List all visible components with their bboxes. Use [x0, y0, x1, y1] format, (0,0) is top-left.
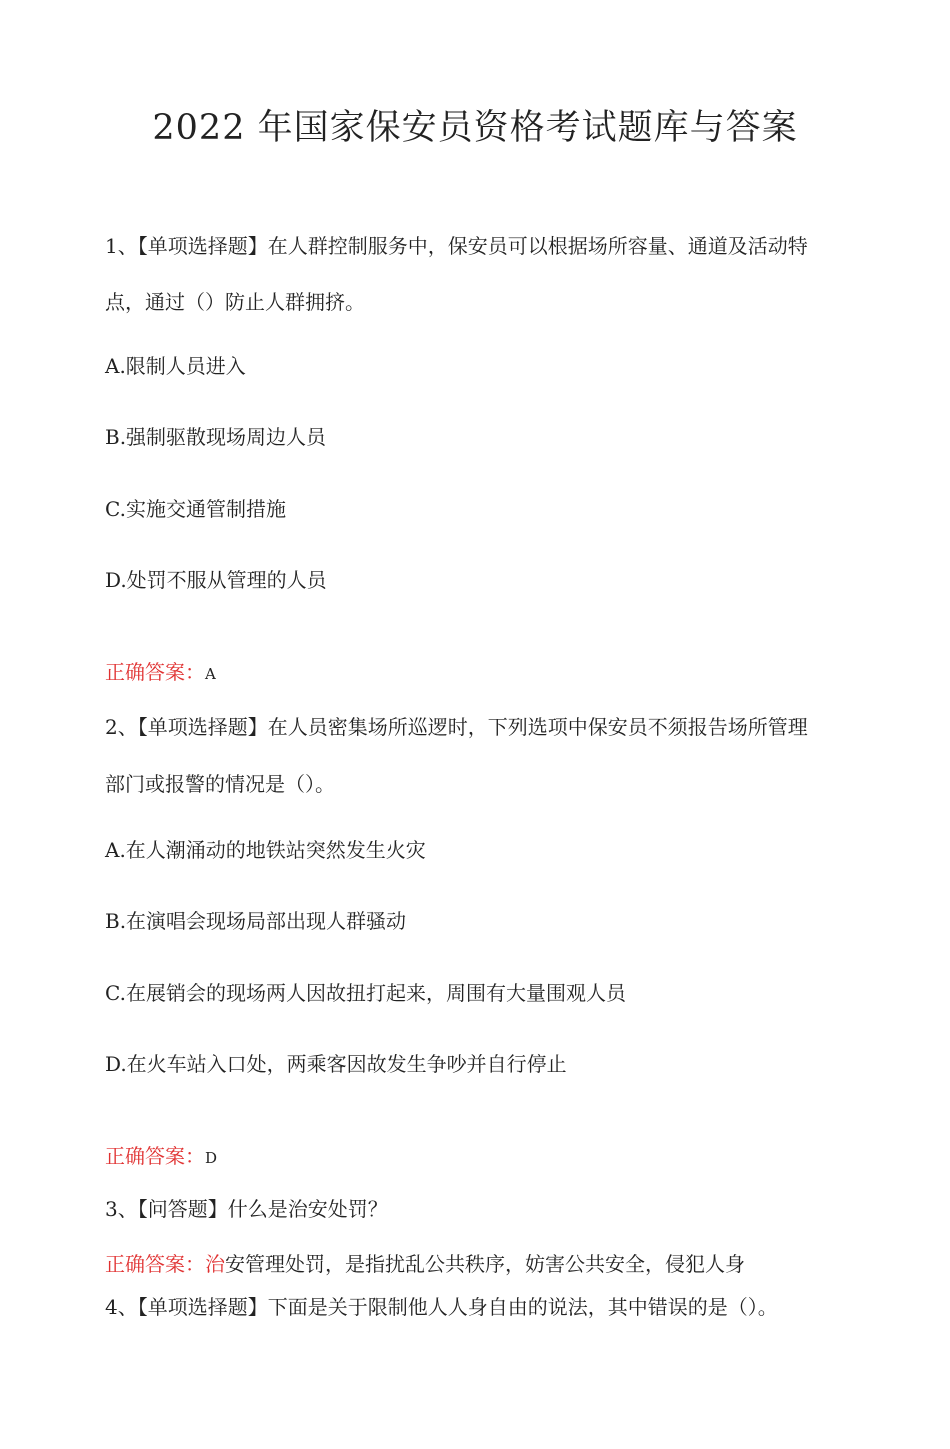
question-1-text-line-1: 1、【单项选择题】在人群控制服务中，保安员可以根据场所容量、通道及活动特 [105, 234, 808, 258]
question-1-text-line-2: 点，通过（）防止人群拥挤。 [105, 290, 365, 314]
question-2-option-a: A.在人潮涌动的地铁站突然发生火灾 [105, 838, 426, 862]
question-3-text: 3、【问答题】什么是治安处罚？ [105, 1197, 388, 1221]
question-4-text: 4、【单项选择题】下面是关于限制他人人身自由的说法，其中错误的是（）。 [105, 1295, 778, 1319]
answer-label: 正确答案： [105, 1252, 205, 1276]
answer-label: 正确答案： [105, 1144, 205, 1168]
question-2-option-d: D.在火车站入口处，两乘客因故发生争吵并自行停止 [105, 1052, 567, 1076]
answer-text: 安管理处罚，是指扰乱公共秩序，妨害公共安全，侵犯人身 [225, 1252, 745, 1276]
question-2-text-line-2: 部门或报警的情况是（）。 [105, 772, 335, 796]
question-2-option-b: B.在演唱会现场局部出现人群骚动 [105, 909, 407, 933]
question-2-text-line-1: 2、【单项选择题】在人员密集场所巡逻时，下列选项中保安员不须报告场所管理 [105, 715, 808, 739]
question-1-option-c: C.实施交通管制措施 [105, 497, 286, 521]
question-1-answer [105, 662, 216, 682]
answer-label: 正确答案： [105, 660, 205, 684]
answer-value: A [205, 665, 216, 683]
question-2-answer [105, 1146, 217, 1166]
answer-value: D [205, 1149, 218, 1167]
question-3-answer [105, 1254, 745, 1274]
document-title: 2022 年国家保安员资格考试题库与答案 [152, 108, 798, 148]
question-1-option-b: B.强制驱散现场周边人员 [105, 425, 327, 449]
question-1-option-d: D.处罚不服从管理的人员 [105, 568, 327, 592]
answer-highlight: 治 [205, 1252, 225, 1276]
question-1-option-a: A.限制人员进入 [105, 354, 246, 378]
question-2-option-c: C.在展销会的现场两人因故扭打起来，周围有大量围观人员 [105, 981, 626, 1005]
